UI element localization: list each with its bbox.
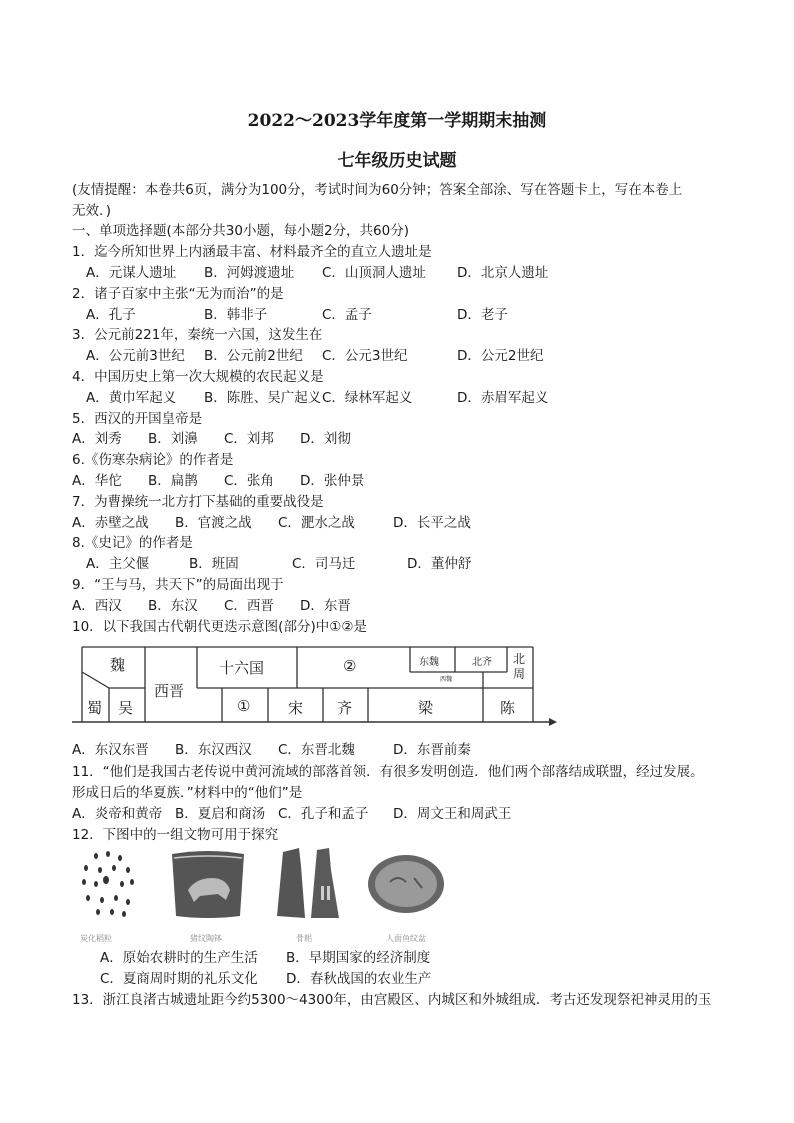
question-2: 2．诸子百家中主张“无为而治”的是 (72, 286, 284, 302)
option-B: B．公元前2世纪 (204, 348, 303, 364)
option-A: A．华佗 (72, 473, 122, 489)
label-western-wei: 西魏 (440, 676, 453, 683)
option-C: C．孔子和孟子 (278, 806, 369, 822)
notice-line: (友情提醒：本卷共6页，满分为100分，考试时间为60分钟；答案全部涂、写在答题卡上，写在本卷上 (72, 182, 683, 198)
artifact-caption: 猪纹陶钵 (190, 934, 222, 943)
options-1 (86, 264, 575, 282)
option-A: A．赤壁之战 (72, 515, 149, 531)
option-D: D．春秋战国的农业生产 (286, 971, 432, 987)
exam-subtitle: 七年级历史试题 (337, 151, 457, 171)
pig-pattern-pottery-image (170, 850, 246, 920)
option-B: B．夏启和商汤 (175, 806, 266, 822)
options-7 (72, 514, 496, 532)
option-D: D．刘彻 (300, 431, 351, 447)
option-C: C．张角 (224, 473, 274, 489)
question-1: 1．迄今所知世界上内涵最丰富、材料最齐全的直立人遗址是 (72, 244, 432, 260)
section-heading: 一、单项选择题(本部分共30小题，每小题2分，共60分) (72, 223, 409, 239)
fish-face-basin-image (366, 852, 446, 916)
question-8: 8.《史记》的作者是 (72, 535, 193, 551)
question-3: 3．公元前221年，秦统一六国，这发生在 (72, 327, 323, 343)
option-D: D．老子 (457, 307, 508, 323)
option-B: B．早期国家的经济制度 (286, 950, 431, 966)
label-wu: 吴 (118, 699, 134, 717)
question-9: 9．“王与马，共天下”的局面出现于 (72, 577, 284, 593)
option-D: D．东晋前秦 (393, 742, 471, 758)
option-C: C．孟子 (322, 307, 372, 323)
option-B: B．扁鹊 (148, 473, 198, 489)
option-C: C．公元3世纪 (322, 348, 408, 364)
option-A: A．公元前3世纪 (86, 348, 185, 364)
label-shu: 蜀 (87, 699, 103, 717)
question-6: 6.《伤寒杂病论》的作者是 (72, 452, 234, 468)
option-A: A．原始农耕时的生产生活 (100, 950, 258, 966)
options-5 (72, 430, 376, 448)
timeline-arrow-icon (549, 718, 557, 726)
notice-line: 无效．) (72, 203, 112, 219)
options-9 (72, 597, 376, 615)
option-B: B．东汉西汉 (175, 742, 252, 758)
option-A: A．主父偃 (86, 556, 150, 572)
label-northern-qi: 北齐 (472, 657, 492, 668)
label-song: 宋 (288, 699, 304, 717)
carbonized-rice-image (76, 848, 140, 918)
question-13: 13．浙江良渚古城遗址距今约5300～4300年，由宫殿区、内城区和外城组成．考古还发现祭祀神灵用的玉 (72, 992, 712, 1008)
option-D: D．北京人遗址 (457, 265, 549, 281)
options-8 (86, 555, 510, 573)
label-chen: 陈 (500, 699, 516, 717)
option-B: B．陈胜、吴广起义 (204, 390, 322, 406)
option-D: D．东晋 (300, 598, 351, 614)
question-11-cont: 形成日后的华夏族．”材料中的“他们”是 (72, 785, 303, 801)
option-B: B．韩非子 (204, 307, 268, 323)
option-C: C．刘邦 (224, 431, 274, 447)
bone-spade-image (277, 846, 341, 920)
artifact-caption: 骨耜 (296, 934, 312, 943)
label-eastern-wei: 东魏 (419, 657, 439, 668)
options-6 (72, 472, 376, 490)
option-B: B．官渡之战 (175, 515, 252, 531)
options-4 (86, 389, 575, 407)
option-C: C．夏商周时期的礼乐文化 (100, 971, 258, 987)
label-blank-1: ① (237, 697, 251, 715)
options-10 (72, 741, 496, 759)
question-12: 12．下图中的一组文物可用于探究 (72, 827, 279, 843)
option-A: A．黄巾军起义 (86, 390, 177, 406)
option-D: D．周文王和周武王 (393, 806, 512, 822)
option-A: A．元谋人遗址 (86, 265, 177, 281)
question-5: 5．西汉的开国皇帝是 (72, 411, 203, 427)
artifact-caption: 人面鱼纹盆 (386, 934, 426, 943)
option-A: A．刘秀 (72, 431, 122, 447)
option-C: C．西晋 (224, 598, 274, 614)
label-western-jin: 西晋 (154, 682, 185, 700)
artifact-caption: 炭化稻粒 (80, 934, 112, 943)
option-D: D．公元2世纪 (457, 348, 544, 364)
option-C: C．司马迁 (292, 556, 356, 572)
option-A: A．炎帝和黄帝 (72, 806, 163, 822)
label-wei: 魏 (110, 656, 126, 674)
question-10: 10．以下我国古代朝代更迭示意图(部分)中①②是 (72, 619, 367, 635)
question-11: 11．“他们是我国古老传说中黄河流域的部落首领．有很多发明创造．他们两个部落结成联盟，经过发展。 (72, 764, 704, 780)
option-C: C．绿林军起义 (322, 390, 413, 406)
options-12-row2 (100, 970, 472, 988)
option-C: C．山顶洞人遗址 (322, 265, 426, 281)
label-liang: 梁 (418, 699, 434, 717)
option-D: D．董仲舒 (407, 556, 472, 572)
options-11 (72, 805, 512, 823)
option-B: B．东汉 (148, 598, 198, 614)
label-northern-zhou: 北周 (513, 652, 526, 681)
option-B: B．班固 (189, 556, 239, 572)
option-A: A．东汉东晋 (72, 742, 149, 758)
options-2 (86, 306, 575, 324)
question-4: 4．中国历史上第一次大规模的农民起义是 (72, 369, 324, 385)
option-C: C．淝水之战 (278, 515, 355, 531)
label-sixteen-kingdoms: 十六国 (219, 659, 265, 677)
option-D: D．赤眉军起义 (457, 390, 549, 406)
option-C: C．东晋北魏 (278, 742, 355, 758)
question-7: 7．为曹操统一北方打下基础的重要战役是 (72, 494, 324, 510)
options-12-row1 (100, 949, 472, 967)
option-A: A．孔子 (86, 307, 136, 323)
label-qi: 齐 (337, 699, 353, 717)
option-A: A．西汉 (72, 598, 122, 614)
option-B: B．刘濞 (148, 431, 198, 447)
option-D: D．张仲景 (300, 473, 365, 489)
option-B: B．河姆渡遗址 (204, 265, 295, 281)
label-blank-2: ② (343, 657, 357, 675)
options-3 (86, 347, 575, 365)
exam-title: 2022～2023学年度第一学期期末抽测 (247, 111, 547, 131)
option-D: D．长平之战 (393, 515, 471, 531)
